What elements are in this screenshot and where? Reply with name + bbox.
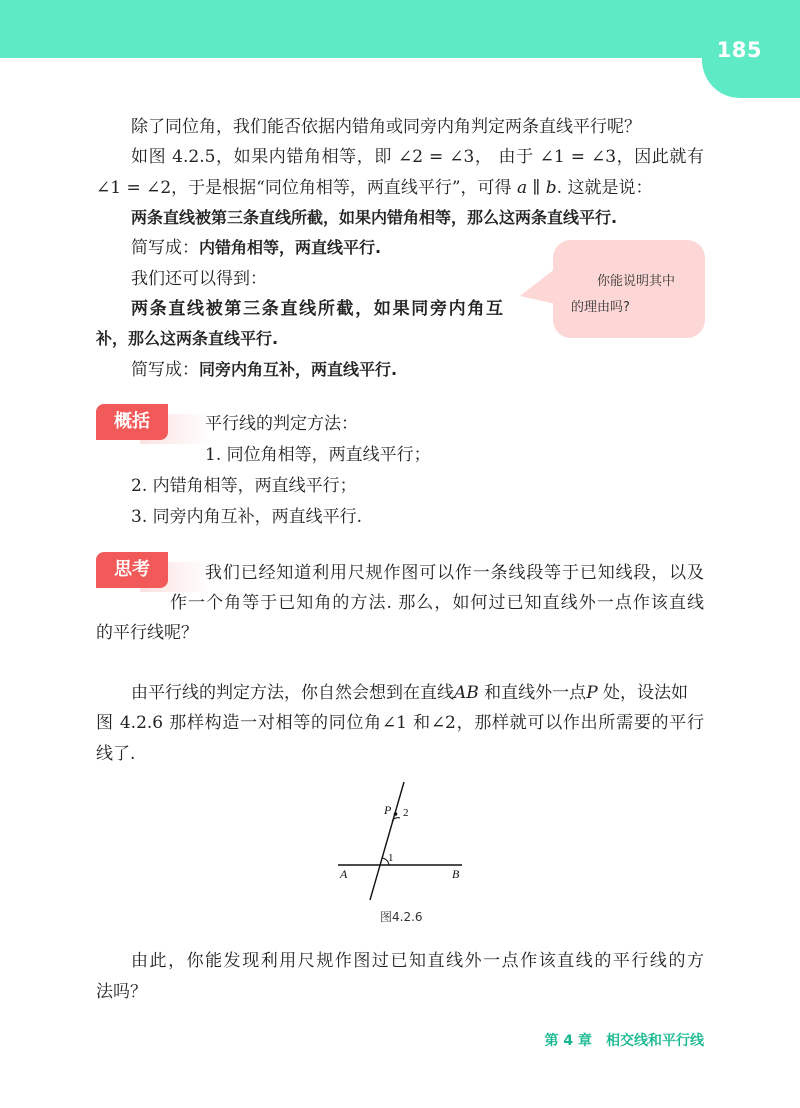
text-fragment: ∠1 = ∠2，于是根据“同位角相等，两直线平行”，可得	[96, 178, 517, 198]
paragraph-line: 由此，你能发现利用尺规作图过已知直线外一点作该直线的平行线的方	[131, 951, 704, 971]
think-text: 我们已经知道利用尺规作图可以作一条线段等于已知线段，以及	[205, 563, 704, 583]
paragraph-line: 法吗？	[96, 982, 147, 1002]
figure-caption: 图4.2.6	[380, 910, 423, 924]
line-name-ab: AB	[454, 683, 479, 703]
chapter-footer: 第 4 章 相交线和平行线	[544, 1033, 704, 1049]
label-a: A	[340, 867, 348, 881]
page-number: 185	[716, 38, 762, 62]
parallel-symbol: ∥	[527, 178, 546, 198]
theorem-statement: 两条直线被第三条直线所截，如果同旁内角互	[131, 299, 503, 319]
label-p: P	[384, 803, 392, 817]
text-fragment: 由平行线的判定方法，你自然会想到在直线	[131, 683, 454, 703]
think-tag: 思考	[96, 552, 168, 588]
speech-bubble	[553, 240, 705, 338]
paragraph-line	[96, 177, 652, 199]
think-text: 作一个角等于已知角的方法. 那么，如何过已知直线外一点作该直线	[170, 593, 704, 613]
think-text: 的平行线呢？	[96, 623, 198, 643]
theorem-statement: 两条直线被第三条直线所截，如果内错角相等，那么这两条直线平行.	[131, 208, 618, 227]
summary-item: 2. 内错角相等，两直线平行；	[131, 476, 357, 496]
speech-bubble-text: 的理由吗?	[571, 300, 630, 315]
paragraph-line: 图 4.2.6 那样构造一对相等的同位角∠1 和∠2，那样就可以作出所需要的平行	[96, 713, 704, 733]
point-p	[394, 812, 398, 816]
paragraph-line: 线了.	[96, 744, 136, 764]
text-fragment: 和直线外一点	[478, 683, 587, 703]
point-name-p: P	[586, 683, 598, 703]
shorthand-body: 同旁内角互补，两直线平行.	[199, 360, 398, 379]
paragraph-line: 如图 4.2.5，如果内错角相等，即 ∠2 = ∠3， 由于 ∠1 = ∠3，因此就有	[131, 147, 704, 167]
transversal-line	[370, 782, 404, 900]
shorthand-line	[131, 237, 381, 259]
header-bar	[0, 0, 800, 58]
paragraph-line: 我们还可以得到：	[131, 269, 267, 289]
shorthand-prefix: 简写成：	[131, 360, 199, 380]
speech-bubble-text: 你能说明其中	[597, 274, 676, 289]
summary-intro: 平行线的判定方法：	[205, 414, 358, 434]
label-angle-2: 2	[403, 807, 409, 819]
paragraph-line	[131, 682, 688, 704]
variable-b: b	[545, 178, 557, 198]
summary-item: 3. 同旁内角互补，两直线平行.	[131, 507, 363, 527]
figure-4-2-6	[330, 778, 480, 906]
paragraph-line: 除了同位角，我们能否依据内错角或同旁内角判定两条直线平行呢？	[131, 117, 641, 137]
shorthand-body: 内错角相等，两直线平行.	[199, 238, 382, 257]
shorthand-prefix: 简写成：	[131, 238, 199, 258]
text-fragment: 处，设法如	[597, 683, 689, 703]
summary-item: 1. 同位角相等，两直线平行；	[205, 445, 431, 465]
theorem-statement: 补，那么这两条直线平行.	[96, 329, 279, 348]
summary-tag: 概括	[96, 404, 168, 440]
variable-a: a	[516, 178, 528, 198]
label-b: B	[452, 867, 460, 881]
shorthand-line	[131, 359, 397, 381]
text-fragment: . 这就是说：	[556, 178, 653, 198]
label-angle-1: 1	[388, 852, 394, 864]
